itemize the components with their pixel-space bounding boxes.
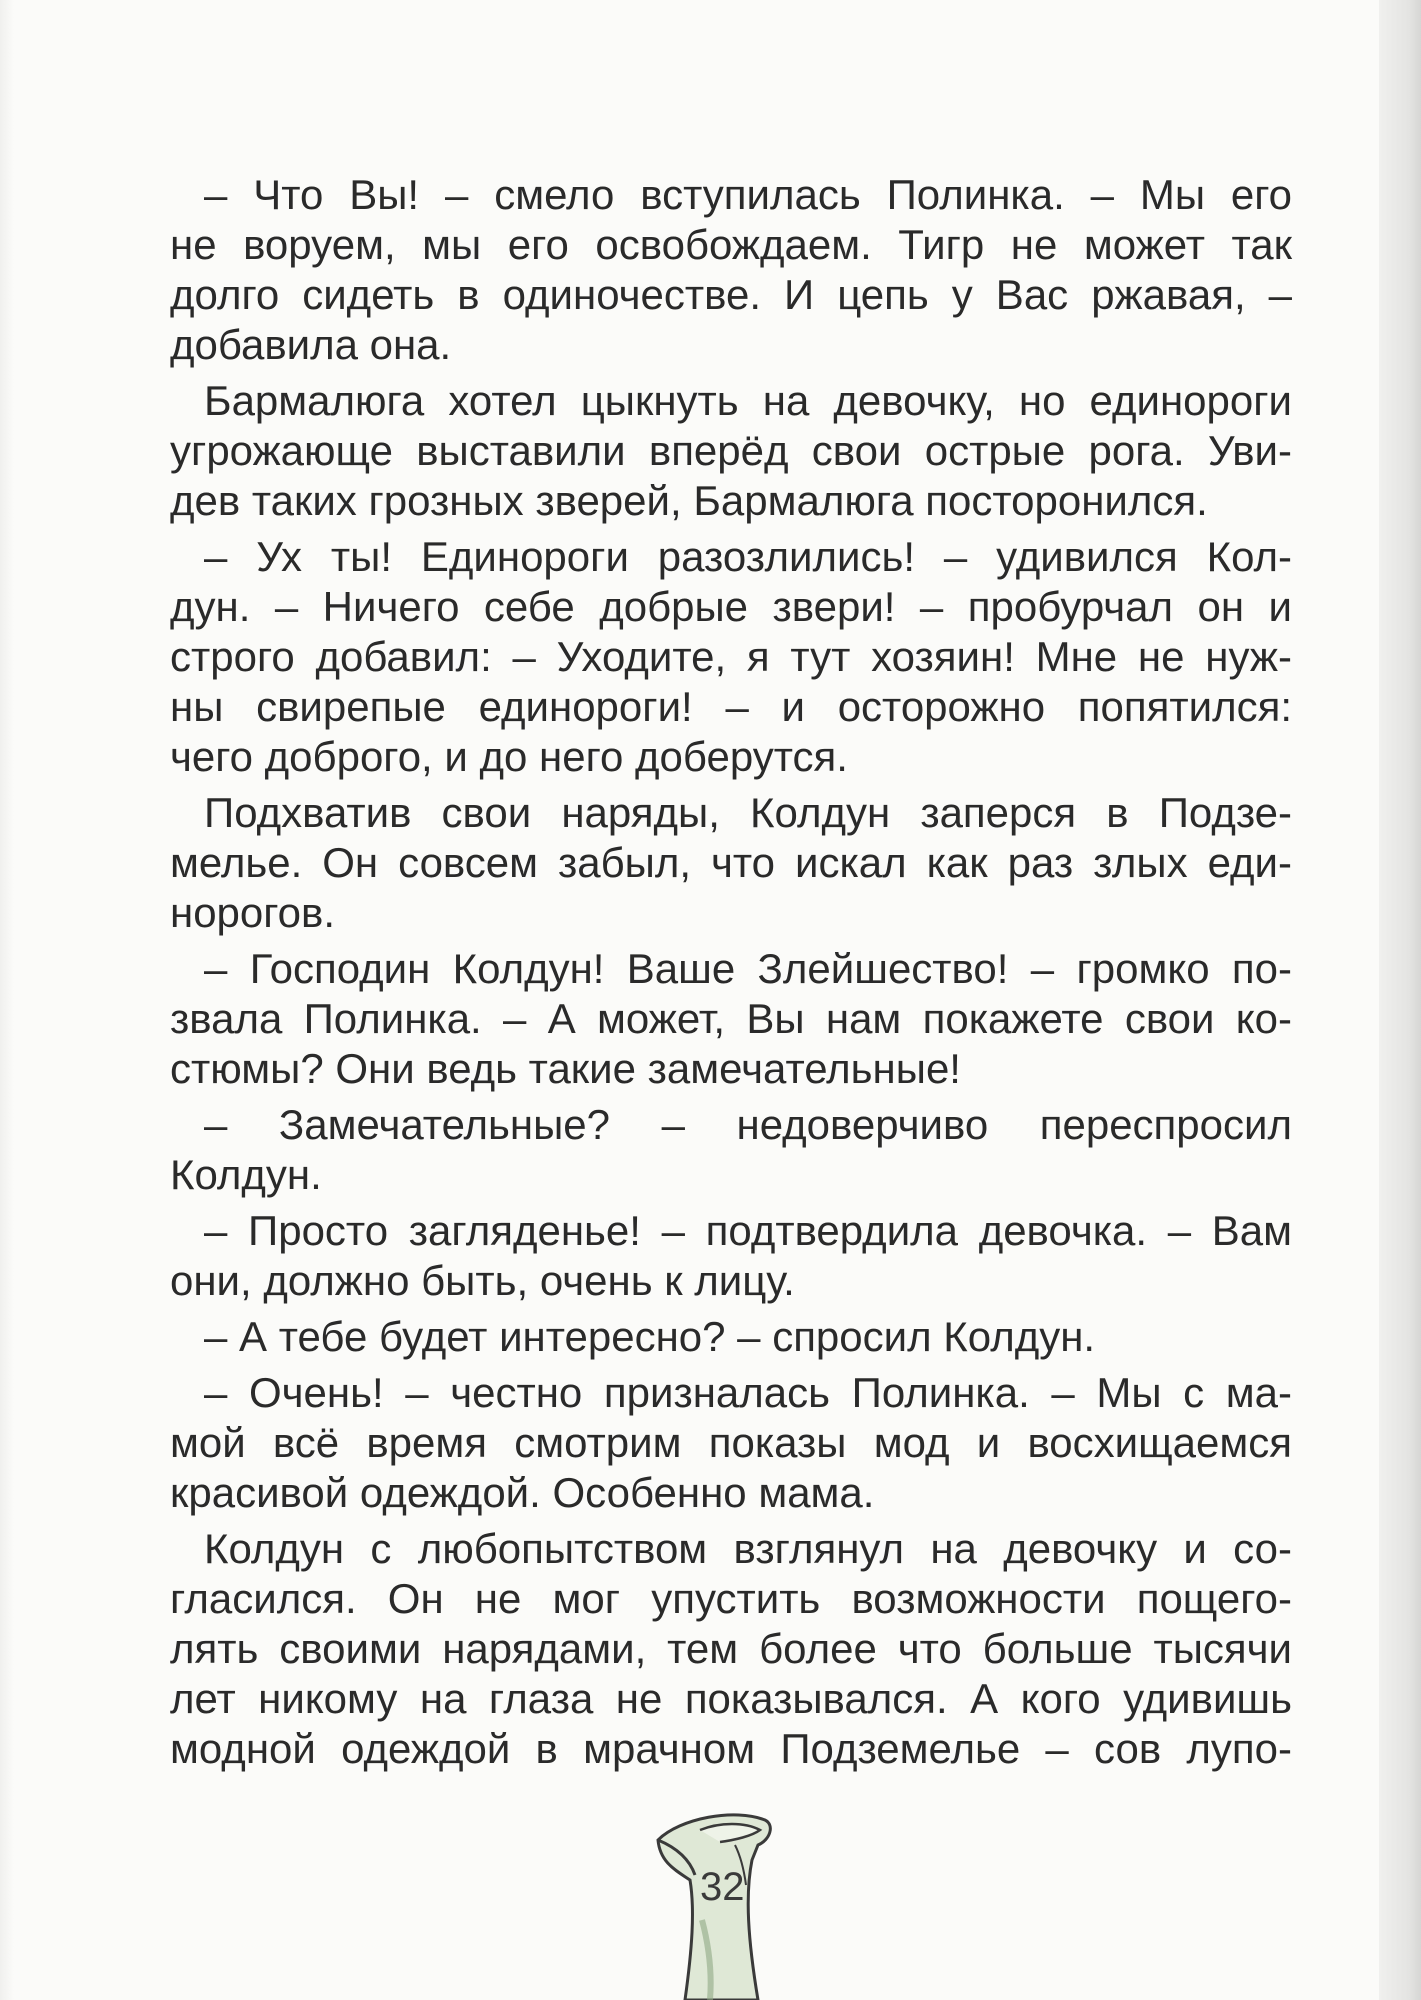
text-line: они, должно быть, очень к лицу. <box>170 1257 795 1304</box>
paragraph <box>170 1312 1292 1362</box>
text-line: строго добавил: – Уходите, я тут хозяин! Мне не нуж- <box>170 633 1292 680</box>
page-left-shade <box>0 0 14 2000</box>
paragraph <box>170 944 1292 1094</box>
text-line: чего доброго, и до него доберутся. <box>170 733 848 780</box>
page-binding-edge <box>1379 0 1421 2000</box>
paragraph <box>170 1368 1292 1518</box>
text-line: – Что Вы! – смело вступилась Полинка. – Мы его <box>204 171 1292 218</box>
text-line: Колдун с любопытством взглянул на девочку и со- <box>204 1525 1292 1572</box>
text-line: Бармалюга хотел цыкнуть на девочку, но единороги <box>204 377 1292 424</box>
text-line: – Господин Колдун! Ваше Злейшество! – громко по- <box>204 945 1292 992</box>
text-line: лет никому на глаза не показывался. А кого удивишь <box>170 1675 1292 1722</box>
page-text <box>170 170 1292 1774</box>
text-line: модной одеждой в мрачном Подземелье – сов лупо- <box>170 1725 1292 1772</box>
text-line: долго сидеть в одиночестве. И цепь у Вас ржавая, – <box>170 271 1292 318</box>
paragraph <box>170 1524 1292 1774</box>
text-line: добавила она. <box>170 321 452 368</box>
text-line: Колдун. <box>170 1151 322 1198</box>
paragraph <box>170 788 1292 938</box>
text-line: ны свирепые единороги! – и осторожно попятился: <box>170 683 1292 730</box>
page-number: 32 <box>700 1865 745 1909</box>
text-line: угрожающе выставили вперёд свои острые рога. Уви- <box>170 427 1292 474</box>
text-line: – Очень! – честно призналась Полинка. – Мы с ма- <box>204 1369 1292 1416</box>
text-line: – Просто загляденье! – подтвердила девочка. – Вам <box>204 1207 1292 1254</box>
text-line: мелье. Он совсем забыл, что искал как раз злых еди- <box>170 839 1292 886</box>
paragraph <box>170 1100 1292 1200</box>
text-line: не воруем, мы его освобождаем. Тигр не может так <box>170 221 1292 268</box>
text-line: Подхватив свои наряды, Колдун заперся в Подзе- <box>204 789 1292 836</box>
paragraph <box>170 170 1292 370</box>
text-line: лять своими нарядами, тем более что больше тысячи <box>170 1625 1292 1672</box>
text-line: звала Полинка. – А может, Вы нам покажете свои ко- <box>170 995 1292 1042</box>
text-line: дев таких грозных зверей, Бармалюга посторонился. <box>170 477 1208 524</box>
paragraph <box>170 532 1292 782</box>
text-line: норогов. <box>170 889 336 936</box>
text-line: – Ух ты! Единороги разозлились! – удивился Кол- <box>204 533 1292 580</box>
text-line: красивой одеждой. Особенно мама. <box>170 1469 875 1516</box>
text-line: – Замечательные? – недоверчиво переспросил <box>204 1101 1292 1148</box>
text-line: мой всё время смотрим показы мод и восхищаемся <box>170 1419 1292 1466</box>
paragraph <box>170 376 1292 526</box>
text-line: гласился. Он не мог упустить возможности пощего- <box>170 1575 1292 1622</box>
text-line: – А тебе будет интересно? – спросил Колдун. <box>204 1313 1096 1360</box>
text-line: дун. – Ничего себе добрые звери! – пробурчал он и <box>170 583 1292 630</box>
text-line: стюмы? Они ведь такие замечательные! <box>170 1045 961 1092</box>
paragraph <box>170 1206 1292 1306</box>
